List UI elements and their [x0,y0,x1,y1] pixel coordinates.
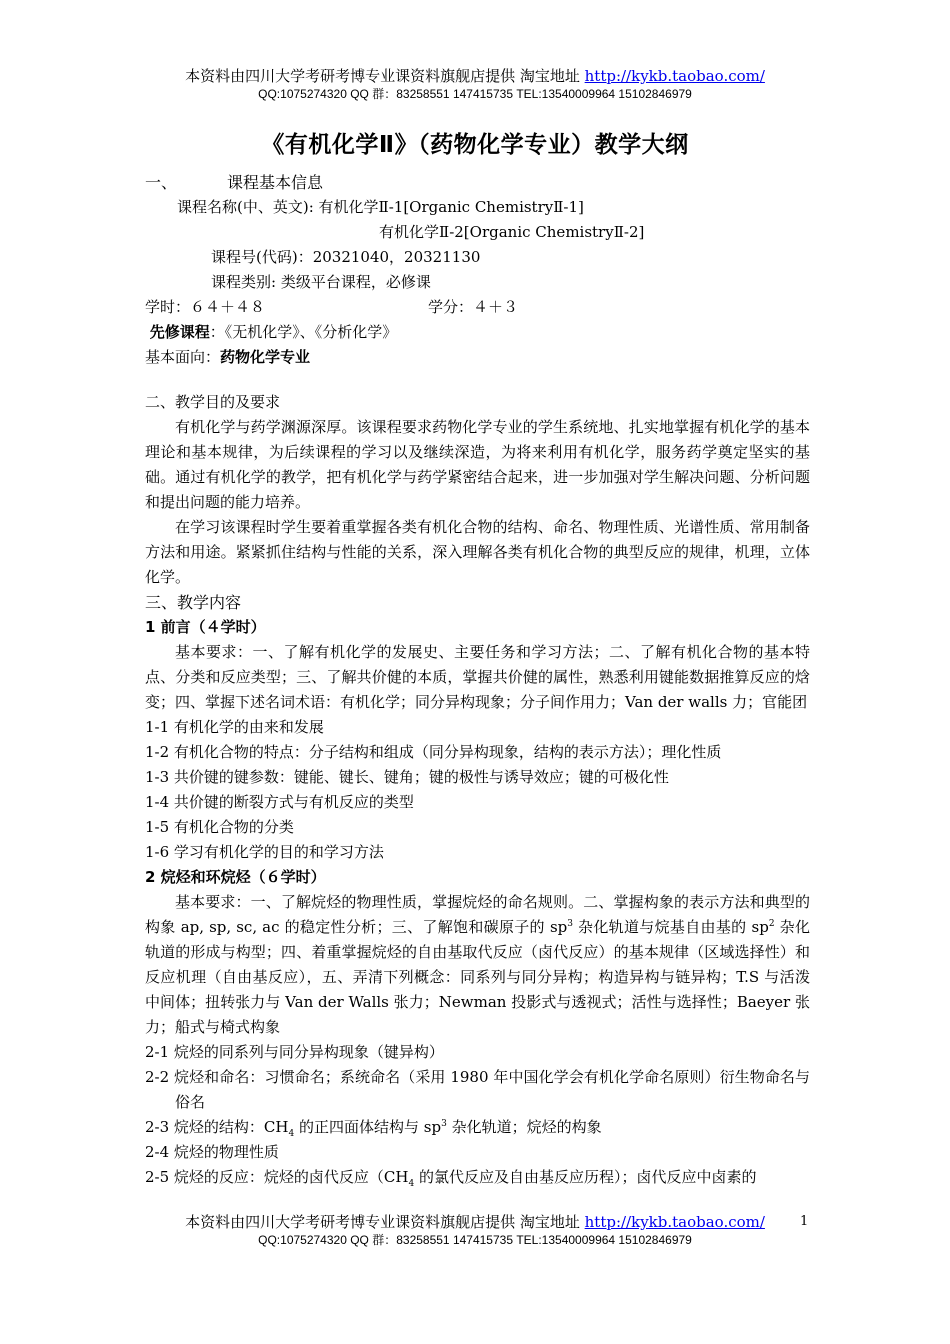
store-link[interactable]: http://kykb.taobao.com/ [584,67,765,85]
chapter2-item: 2-2 烷烃和命名：习惯命名；系统命名（采用 1980 年中国化学会有机化学命名原则）衍生物命名与俗名 [145,1068,810,1111]
chapter1-heading: 1 前言（４学时） [145,618,266,636]
section3-heading: 三、教学内容 [145,593,242,612]
course-name-1: 课程名称(中、英文): 有机化学Ⅱ-1[Organic ChemistryⅡ-1] [177,198,584,216]
header-line1 [0,67,950,85]
audience-label: 基本面向： [145,348,221,366]
section2-para2: 在学习该课程时学生要着重掌握各类有机化合物的结构、命名、物理性质、光谱性质、常用制备方法和用途。紧紧抓住结构与性能的关系，深入理解各类有机化合物的典型反应的规律，机理，立体化学。 [145,518,810,586]
subscript: 4 [408,1179,415,1189]
header-line2: QQ:1075274320 QQ 群：83258551 147415735 TEL:13540009964 15102846979 [258,87,692,101]
chapter2-heading: 2 烷烃和环烷烃（６学时） [145,868,326,886]
audience-value: 药物化学专业 [220,348,311,366]
section1-num: 一、 [145,173,178,192]
course-type: 课程类别: 类级平台课程，必修课 [211,273,431,291]
chapter1-requirements: 基本要求：一、了解有机化学的发展史、主要任务和学习方法；二、了解有机化合物的基本特点、分类和反应类型；三、了解共价健的本质，掌握共价健的属性，熟悉利用键能数据推算反应的焓变；四、掌握下述名词术语：有机化学；同分异构现象；分子间作用力；Van der walls 力；官能团 [145,643,810,711]
chapter1-item: 1-2 有机化合物的特点：分子结构和组成（同分异构现象，结构的表示方法）；理化性质 [145,743,722,761]
chapter1-item: 1-5 有机化合物的分类 [145,818,294,836]
course-code: 课程号(代码)：20321040，20321130 [211,248,481,266]
req-part: 基本要求：一、了解烷烃的物理性质，掌握烷烃的命名规则。二、掌握构象的表示方法和典型的构象 ap, sp, sc, ac 的稳定性分析；三、了解饱和碳原子的 sp [145,893,810,936]
chapter2-requirements [145,890,810,1040]
item-part: 的氯代反应及自由基反应历程）；卤代反应中卤素的 [414,1168,757,1186]
section1-heading [145,170,810,195]
page-number: 1 [800,1214,809,1229]
section2-heading: 二、教学目的及要求 [145,393,281,411]
item-part: 杂化轨道；烷烃的构象 [446,1118,602,1136]
chapter1-item: 1-3 共价键的键参数：键能、键长、键角；键的极性与诱导效应；键的可极化性 [145,768,669,786]
store-link-footer[interactable]: http://kykb.taobao.com/ [584,1213,765,1231]
item-part: 的正四面体结构与 sp [294,1118,442,1136]
subscript: 4 [288,1129,295,1139]
item-part: 2-5 烷烃的反应：烷烃的卤代反应（CH [145,1168,409,1186]
prereq-value: ：《无机化学》、《分析化学》 [209,323,398,341]
audience [145,345,810,370]
footer-line2: QQ:1075274320 QQ 群：83258551 147415735 TEL:13540009964 15102846979 [258,1233,692,1247]
superscript: 2 [768,919,775,929]
footer-text: 本资料由四川大学考研考博专业课资料旗舰店提供 淘宝地址 [185,1213,585,1231]
chapter1-item: 1-6 学习有机化学的目的和学习方法 [145,843,384,861]
chapter2-item: 2-1 烷烃的同系列与同分异构现象（键异构） [145,1043,444,1061]
course-name-2: 有机化学Ⅱ-2[Organic ChemistryⅡ-2] [379,223,645,241]
req-part: 杂化轨道与烷基自由基的 sp [572,918,769,936]
chapter1-item: 1-4 共价键的断裂方式与有机反应的类型 [145,793,414,811]
superscript: 3 [441,1119,447,1129]
req-part: 杂化轨道的形成与构型；四、着重掌握烷烃的自由基取代反应（卤代反应）的基本规律（区域选择性）和反应机理（自由基反应），五、弄清下列概念：同系列与同分异构；构造异构与链异构；T.S 与活泼中间体；扭转张力与 Van der Walls 张力；Newman 投影式与透视式；活性与选择性；Baeyer 张力；船式与椅式构象 [145,918,810,1036]
section1-title: 课程基本信息 [227,173,324,192]
item-part: 2-3 烷烃的结构：CH [145,1118,289,1136]
chapter2-item [145,1115,810,1140]
credits: 学分：４＋３ [428,298,519,316]
superscript: 3 [567,919,573,929]
chapter2-item [145,1165,810,1190]
section2-para1: 有机化学与药学渊源深厚。该课程要求药物化学专业的学生系统地、扎实地掌握有机化学的基本理论和基本规律，为后续课程的学习以及继续深造，为将来利用有机化学，服务药学奠定坚实的基础。通过有机化学的教学，把有机化学与药学紧密结合起来，进一步加强对学生解决问题、分析问题和提出问题的能力培养。 [145,418,810,511]
prereq-label: 先修课程 [149,323,210,341]
hours-credits [145,295,810,320]
prerequisites [145,320,810,345]
hours: 学时：６４＋４８ [145,298,266,316]
document-body [145,170,810,1190]
header-text: 本资料由四川大学考研考博专业课资料旗舰店提供 淘宝地址 [185,67,585,85]
chapter2-item: 2-4 烷烃的物理性质 [145,1143,279,1161]
page-title: 《有机化学Ⅱ》（药物化学专业）教学大纲 [261,132,689,158]
chapter1-item: 1-1 有机化学的由来和发展 [145,718,324,736]
